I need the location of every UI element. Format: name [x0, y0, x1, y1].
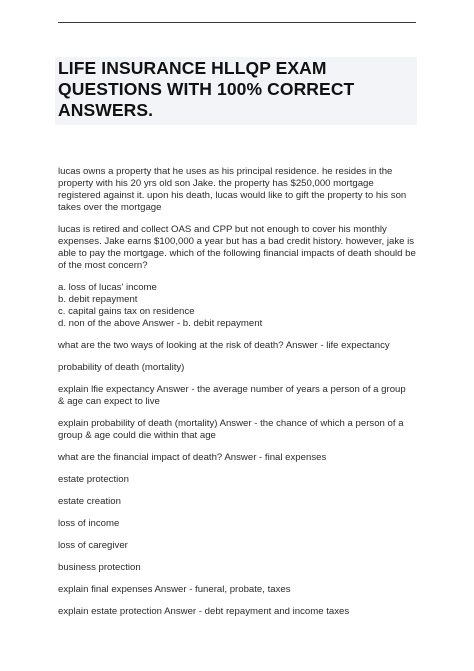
title-line: ANSWERS. — [58, 100, 154, 120]
paragraph-scenario-property — [58, 166, 422, 214]
text-line: loss of caregiver — [58, 540, 128, 551]
option-line: c. capital gains tax on residence — [58, 306, 195, 317]
text-line: estate creation — [58, 496, 121, 507]
text-line: & age can expect to live — [58, 396, 160, 407]
text-line: loss of income — [58, 518, 120, 529]
paragraph-estate-protection-answer — [58, 606, 422, 618]
text-line: probability of death (mortality) — [58, 362, 185, 373]
text-line: business protection — [58, 562, 141, 573]
text-line: what are the two ways of looking at the risk of death? Answer - life expectancy — [58, 340, 390, 351]
paragraph-loss-of-income — [58, 518, 422, 530]
text-line: estate protection — [58, 474, 129, 485]
text-line: group & age could die within that age — [58, 430, 216, 441]
paragraph-business-protection — [58, 562, 422, 574]
text-line: property with his 20 yrs old son Jake. the property has $250,000 mortgage — [58, 178, 374, 189]
title-line: LIFE INSURANCE HLLQP EXAM — [58, 58, 327, 78]
paragraph-financial-impact — [58, 452, 422, 464]
paragraph-scenario-question — [58, 224, 422, 272]
paragraph-probability-of-death — [58, 418, 422, 442]
text-line: explain lfie expectancy Answer - the average number of years a person of a group — [58, 384, 406, 395]
text-line: lucas is retired and collect OAS and CPP but not enough to cover his monthly — [58, 224, 387, 235]
text-line: explain probability of death (mortality) Answer - the chance of which a person of a — [58, 418, 404, 429]
text-line: explain final expenses Answer - funeral, probate, taxes — [58, 584, 291, 595]
document-title — [58, 58, 414, 121]
option-line: a. loss of lucas' income — [58, 282, 157, 293]
paragraph-life-expectancy — [58, 384, 422, 408]
paragraph-final-expenses — [58, 584, 422, 596]
paragraph-estate-protection — [58, 474, 422, 486]
option-line: b. debit repayment — [58, 294, 138, 305]
title-line: QUESTIONS WITH 100% CORRECT — [58, 79, 355, 99]
paragraph-mortality — [58, 362, 422, 374]
paragraph-risk-of-death — [58, 340, 422, 352]
text-line: able to pay the mortgage. which of the following financial impacts of death should be — [58, 248, 416, 259]
text-line: of the most concern? — [58, 260, 148, 271]
document-body — [58, 166, 422, 628]
text-line: expenses. Jake earns $100,000 a year but has a bad credit history. however, jake is — [58, 236, 415, 247]
paragraph-loss-of-caregiver — [58, 540, 422, 552]
paragraph-estate-creation — [58, 496, 422, 508]
text-line: lucas owns a property that he uses as his principal residence. he resides in the — [58, 166, 393, 177]
text-line: explain estate protection Answer - debt repayment and income taxes — [58, 606, 350, 617]
text-line: takes over the mortgage — [58, 202, 162, 213]
top-rule — [58, 22, 416, 23]
paragraph-answer-options — [58, 282, 422, 330]
text-line: registered against it. upon his death, lucas would like to gift the property to his son — [58, 190, 407, 201]
option-line: d. non of the above Answer - b. debit repayment — [58, 318, 263, 329]
text-line: what are the financial impact of death? Answer - final expenses — [58, 452, 327, 463]
